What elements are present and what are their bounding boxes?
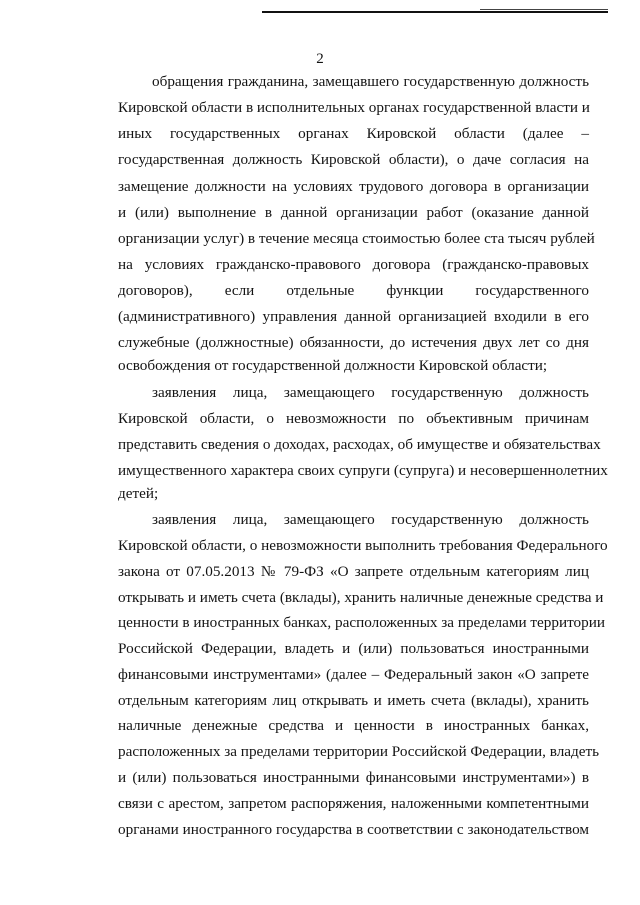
text-line: освобождения от государственной должности Кировской области; — [118, 357, 548, 374]
text-line: заявления лица, замещающего государственную должность — [152, 511, 589, 528]
text-line: и (или) пользоваться иностранными финансовыми инструментами») в — [118, 769, 589, 786]
text-line: Кировской области, о невозможности по объективным причинам — [118, 410, 589, 427]
text-line: договоров), если отдельные функции государственного — [118, 282, 589, 299]
text-line: Кировской области, о невозможности выполнить требования Федерального — [118, 537, 608, 554]
text-line: на условиях гражданско-правового договора (гражданско-правовых — [118, 256, 589, 273]
text-line: замещение должности на условиях трудового договора в организации — [118, 178, 589, 195]
text-line: открывать и иметь счета (вклады), хранить наличные денежные средства и — [118, 589, 604, 606]
text-line: расположенных за пределами территории Российской Федерации, владеть — [118, 743, 600, 760]
text-line: финансовыми инструментами» (далее – Федеральный закон «О запрете — [118, 666, 589, 683]
text-line: органами иностранного государства в соответствии с законодательством — [118, 821, 589, 838]
text-line: связи с арестом, запретом распоряжения, наложенными компетентными — [118, 795, 589, 812]
text-line: заявления лица, замещающего государственную должность — [152, 384, 589, 401]
text-line: организации услуг) в течение месяца стоимостью более ста тысяч рублей — [118, 230, 595, 247]
text-line: имущественного характера своих супруги (супруга) и несовершеннолетних — [118, 462, 608, 479]
text-line: и (или) выполнение в данной организации работ (оказание данной — [118, 204, 589, 221]
text-line: государственная должность Кировской области), о даче согласия на — [118, 151, 589, 168]
text-line: обращения гражданина, замещавшего государственную должность — [152, 73, 589, 90]
text-line: Российской Федерации, владеть и (или) пользоваться иностранными — [118, 640, 589, 657]
text-line: служебные (должностные) обязанности, до истечения двух лет со дня — [118, 334, 589, 351]
text-line: представить сведения о доходах, расходах, об имуществе и обязательствах — [118, 436, 601, 453]
text-line: иных государственных органах Кировской области (далее – — [118, 125, 589, 142]
text-line: отдельным категориям лиц открывать и иметь счета (вклады), хранить — [118, 692, 589, 709]
text-line: Кировской области в исполнительных органах государственной власти и — [118, 99, 590, 116]
text-line: наличные денежные средства и ценности в иностранных банках, — [118, 717, 589, 734]
page-number: 2 — [316, 51, 324, 67]
text-line: закона от 07.05.2013 № 79-ФЗ «О запрете отдельным категориям лиц — [118, 563, 589, 580]
header-rule — [262, 11, 608, 13]
text-line: ценности в иностранных банках, расположенных за пределами территории — [118, 614, 605, 631]
text-line: детей; — [118, 485, 159, 502]
text-line: (административного) управления данной организацией входили в его — [118, 308, 589, 325]
header-rule-thin — [480, 9, 608, 10]
